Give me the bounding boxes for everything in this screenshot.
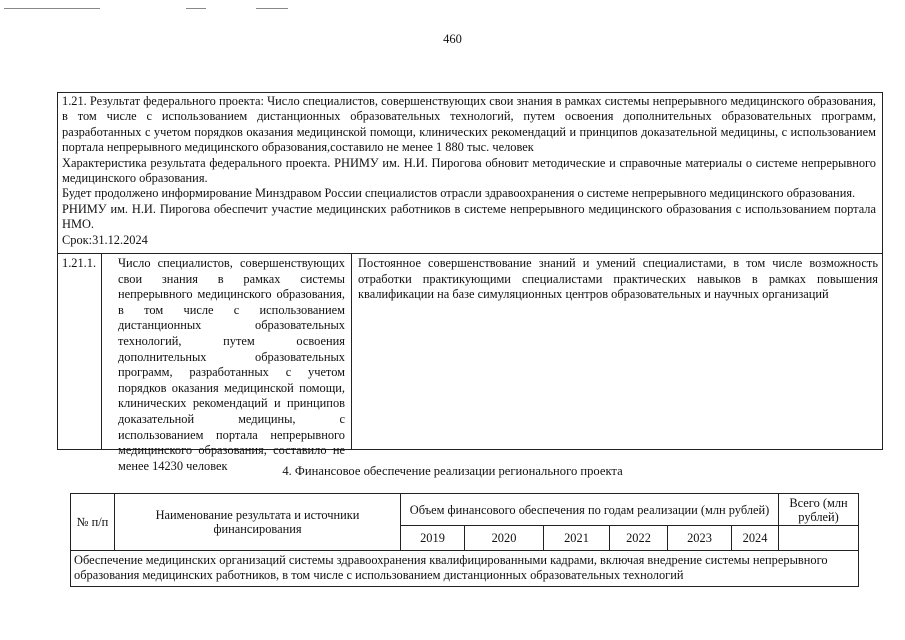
scan-mark bbox=[186, 8, 206, 9]
result-1-21-block bbox=[57, 92, 883, 254]
section-title: 4. Финансовое обеспечение реализации регионального проекта bbox=[282, 464, 623, 478]
result-informing: Будет продолжено информирование Минздравом России специалистов отрасли здравоохранения о системе непрерывного медицинского образования. bbox=[62, 186, 856, 201]
year-cell: 2022 bbox=[610, 526, 668, 551]
scan-mark bbox=[4, 8, 100, 9]
year-cell: 2019 bbox=[401, 526, 465, 551]
row-description: Постоянное совершенствование знаний и умений специалистами, в том числе возможность отработки практикующими специалистами практических навыков в рамках повышения квалификации на базе симуляционных центров образовательных и научных организаций bbox=[358, 256, 878, 302]
header-number: № п/п bbox=[71, 494, 115, 551]
header-total: Всего (млн рублей) bbox=[779, 494, 859, 526]
result-1-21-text: 1.21. Результат федерального проекта: Число специалистов, совершенствующих свои знания в рамках системы непрерывного медицинского образования, в том числе с использованием дистанционных образовательных технологий, путем освоения дополнительных образовательных программ, разработанных с учетом порядков оказания медицинской помощи, клинических рекомендаций и принципов доказательной медицины, с использованием портала непрерывного медицинского образования,составило не менее 1 880 тыс. человек bbox=[62, 94, 876, 155]
row-name: Число специалистов, совершенствующих свои знания в рамках системы непрерывного медицинского образования, в том числе с использованием дистанционных образовательных технологий, путем освоения дополнительных образовательных программ, разработанных с учетом порядков оказания медицинской помощи, клинических рекомендаций и принципов доказательной медицины, с использованием портала непрерывного медицинского образования, составило не менее 14230 человек bbox=[102, 254, 352, 449]
header-name: Наименование результата и источники финансирования bbox=[115, 494, 401, 551]
year-cell: 2023 bbox=[668, 526, 732, 551]
year-cell: 2021 bbox=[544, 526, 610, 551]
total-cell bbox=[779, 526, 859, 551]
finance-table bbox=[70, 493, 859, 587]
row-number: 1.21.1. bbox=[58, 254, 102, 449]
header-volume: Объем финансового обеспечения по годам реализации (млн рублей) bbox=[401, 494, 779, 526]
scan-mark bbox=[256, 8, 288, 9]
result-deadline: Срок:31.12.2024 bbox=[62, 232, 148, 247]
result-participation: РНИМУ им. Н.И. Пирогова обеспечит участие медицинских работников в системе непрерывного медицинского образования с использованием портала НМО. bbox=[62, 201, 876, 232]
year-cell: 2024 bbox=[732, 526, 779, 551]
result-characteristic: Характеристика результата федерального проекта. РНИМУ им. Н.И. Пирогова обновит методические и справочные материалы о системе непрерывного медицинского образования. bbox=[62, 155, 876, 186]
year-cell: 2020 bbox=[465, 526, 544, 551]
page-number: 460 bbox=[443, 32, 462, 46]
finance-row-first: Обеспечение медицинских организаций системы здравоохранения квалифицированными кадрами, включая внедрение системы непрерывного образования медицинских работников, в том числе с использованием дистанционных образовательных технологий bbox=[71, 551, 859, 587]
